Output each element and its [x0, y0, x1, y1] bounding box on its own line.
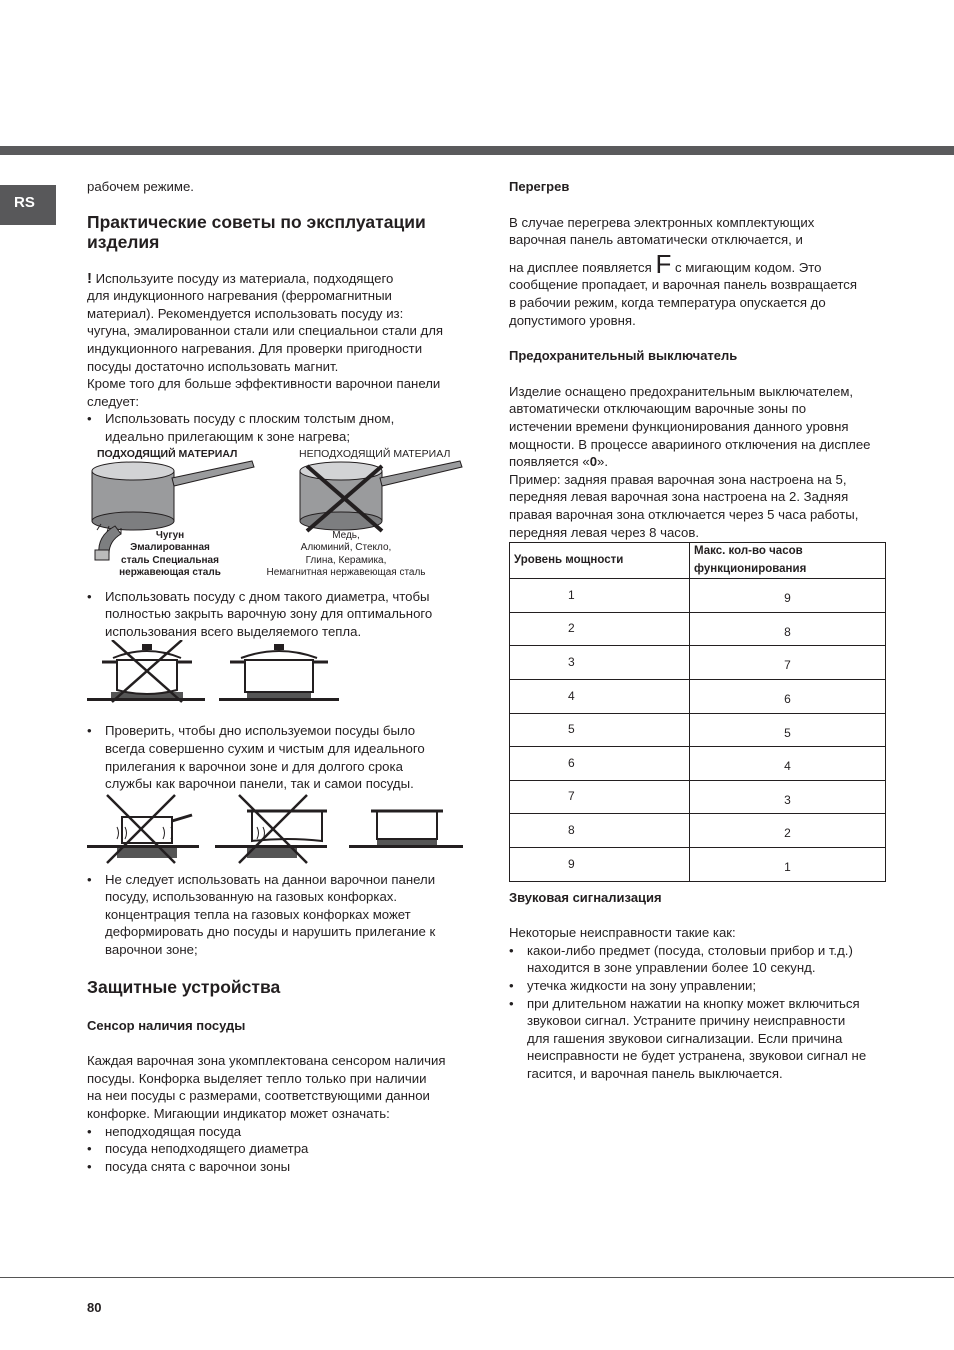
- column-header-hours: Макс. кол-во часов функционирования: [690, 543, 886, 579]
- left-column: [87, 178, 472, 1175]
- table-row: 9 1: [510, 848, 886, 882]
- footer-rule: [0, 1277, 954, 1278]
- diameter-illustration: [87, 640, 472, 720]
- table-row: 6 4: [510, 747, 886, 781]
- right-column: [509, 178, 889, 1083]
- table-row: 4 6: [510, 680, 886, 714]
- list-item: • Не следует использовать на даннои варочнои панели посуду, использованную на газовых конфорках. концентрация тепла на газовых конфорках может деформировать дно посуды и нарушить прилегание к варочнои зоне;: [87, 871, 472, 959]
- suitable-materials: Чугун Эмалированная сталь Специальная нержавеющая сталь: [119, 529, 221, 579]
- tips-list-2: [87, 588, 472, 641]
- language-tab: RS: [0, 185, 56, 225]
- list-item: • посуда неподходящего диаметра: [87, 1140, 472, 1158]
- correct-pot-icon: [219, 644, 339, 701]
- power-hours-table: [509, 542, 886, 882]
- unsuitable-materials: Медь, Алюминий, Стекло, Глина, Керамика, Немагнитная нержавеющая сталь: [266, 529, 426, 579]
- breaker-paragraph: Изделие оснащено предохранительным выключателем, автоматически отключающим варочные зоны по истечении времени функционирования данного уровня мощности. В процессе аварииного отключения на дисплее появляется «0». Пример: задняя правая варочная зона настроена на 5, передняя левая варочная зона настроена на 2. Задняя правая варочная зона отключается через 5 часа работы, передняя левая через 8 часов.: [509, 383, 871, 540]
- heading-sound: Звуковая сигнализация: [509, 889, 662, 905]
- top-bar: [0, 146, 954, 155]
- column-header-level: Уровень мощности: [510, 543, 690, 579]
- list-item: • какои-либо предмет (посуда, столовыи прибор и т.д.) находится в зоне управлении более 10 секунд.: [509, 942, 889, 977]
- tips-list-4: [87, 871, 472, 959]
- material-figure: [87, 446, 472, 584]
- suitable-title: ПОДХОДЯЩИЙ МАТЕРИАЛ: [97, 447, 238, 460]
- heading-overheat: Перегрев: [509, 179, 570, 194]
- display-zero: 0: [589, 454, 598, 470]
- gas-deformed-pot-icon: [215, 795, 327, 863]
- good-pot-icon: [349, 811, 463, 848]
- table-header: [510, 543, 886, 579]
- heading-sensor: Сенсор наличия посуды: [87, 1017, 246, 1033]
- materials-paragraph: ! Используите посуду из материала, подходящего для индукционного нагревания (ферромагнитныи материал). Рекомендуется использовать посуду из: чугуна, эмалированнои стали или специальнои стали для индукционного нагревания. Для проверки пригодности посуды достаточно использовать магнит. Кроме того для больше эффективности варочнои панели следует:: [87, 269, 444, 409]
- list-item: • при длительном нажатии на кнопку может включиться звуковои сигнал. Устраните причину неисправности для гашения звуковои сигнализации. Если причина неисправности не будет устранена, звуковои сигнал не гасится, и варочная панель выключается.: [509, 995, 889, 1083]
- heading-breaker: Предохранительный выключатель: [509, 348, 738, 364]
- tips-list-1: [87, 410, 472, 445]
- sound-intro: Некоторые неисправности такие как:: [509, 925, 736, 941]
- overheat-paragraph: В случае перегрева электронных комплектующих варочная панель автоматически отключается, и на дисплее появляется F с мигающим кодом. Это сообщение пропадает, и варочная панель возвращается в рабочии режим, когда температура опускается до допустимого уровня.: [509, 214, 858, 328]
- list-item: • Использовать посуду с дном такого диаметра, чтобы полностью закрыть варочную зону для оптимального использования всего выделяемого тепла.: [87, 588, 472, 641]
- sensor-paragraph: Каждая варочная зона укомплектована сенсором наличия посуды. Конфорка выделяет тепло только при наличии на неи посуды с размерами, соответствующими даннои конфорке. Мигающии индикатор может означать:: [87, 1053, 446, 1122]
- tips-list-3: [87, 722, 472, 792]
- wet-pot-icon: [87, 795, 199, 863]
- sound-list: [509, 942, 889, 1083]
- small-pot-icon: [87, 640, 205, 702]
- warning-icon: !: [87, 269, 92, 287]
- list-item: • утечка жидкости на зону управлении;: [509, 977, 889, 995]
- table-row: 2 8: [510, 612, 886, 646]
- sensor-list: [87, 1123, 472, 1176]
- unsuitable-pot-icon: [300, 461, 462, 531]
- heading-practical: Практические советы по эксплуатации изделия: [87, 211, 426, 252]
- table-row: 3 7: [510, 646, 886, 680]
- unsuitable-title: НЕПОДХОДЯЩИЙ МАТЕРИАЛ: [299, 447, 451, 460]
- list-item: • Проверить, чтобы дно используемои посуды было всегда совершенно сухим и чистым для идеального прилегания к варочнои зоне и для долгого срока службы как варочнои панели, так и самои посуды.: [87, 722, 472, 792]
- list-item: • Использовать посуду с плоским толстым дном, идеально прилегающим к зоне нагрева;: [87, 410, 472, 445]
- clean-bottom-illustration: [87, 793, 472, 869]
- list-item: • неподходящая посуда: [87, 1123, 472, 1141]
- list-item: • посуда снята с варочнои зоны: [87, 1158, 472, 1176]
- table-row: 1 9: [510, 579, 886, 613]
- table-row: 5 5: [510, 713, 886, 747]
- table-row: 7 3: [510, 780, 886, 814]
- page-number: 80: [87, 1300, 102, 1315]
- error-code-F: F: [655, 248, 672, 279]
- table-row: 8 2: [510, 814, 886, 848]
- intro-text: рабочем режиме.: [87, 179, 194, 194]
- heading-protective: Защитные устройства: [87, 976, 281, 997]
- suitable-pot-icon: [92, 461, 254, 530]
